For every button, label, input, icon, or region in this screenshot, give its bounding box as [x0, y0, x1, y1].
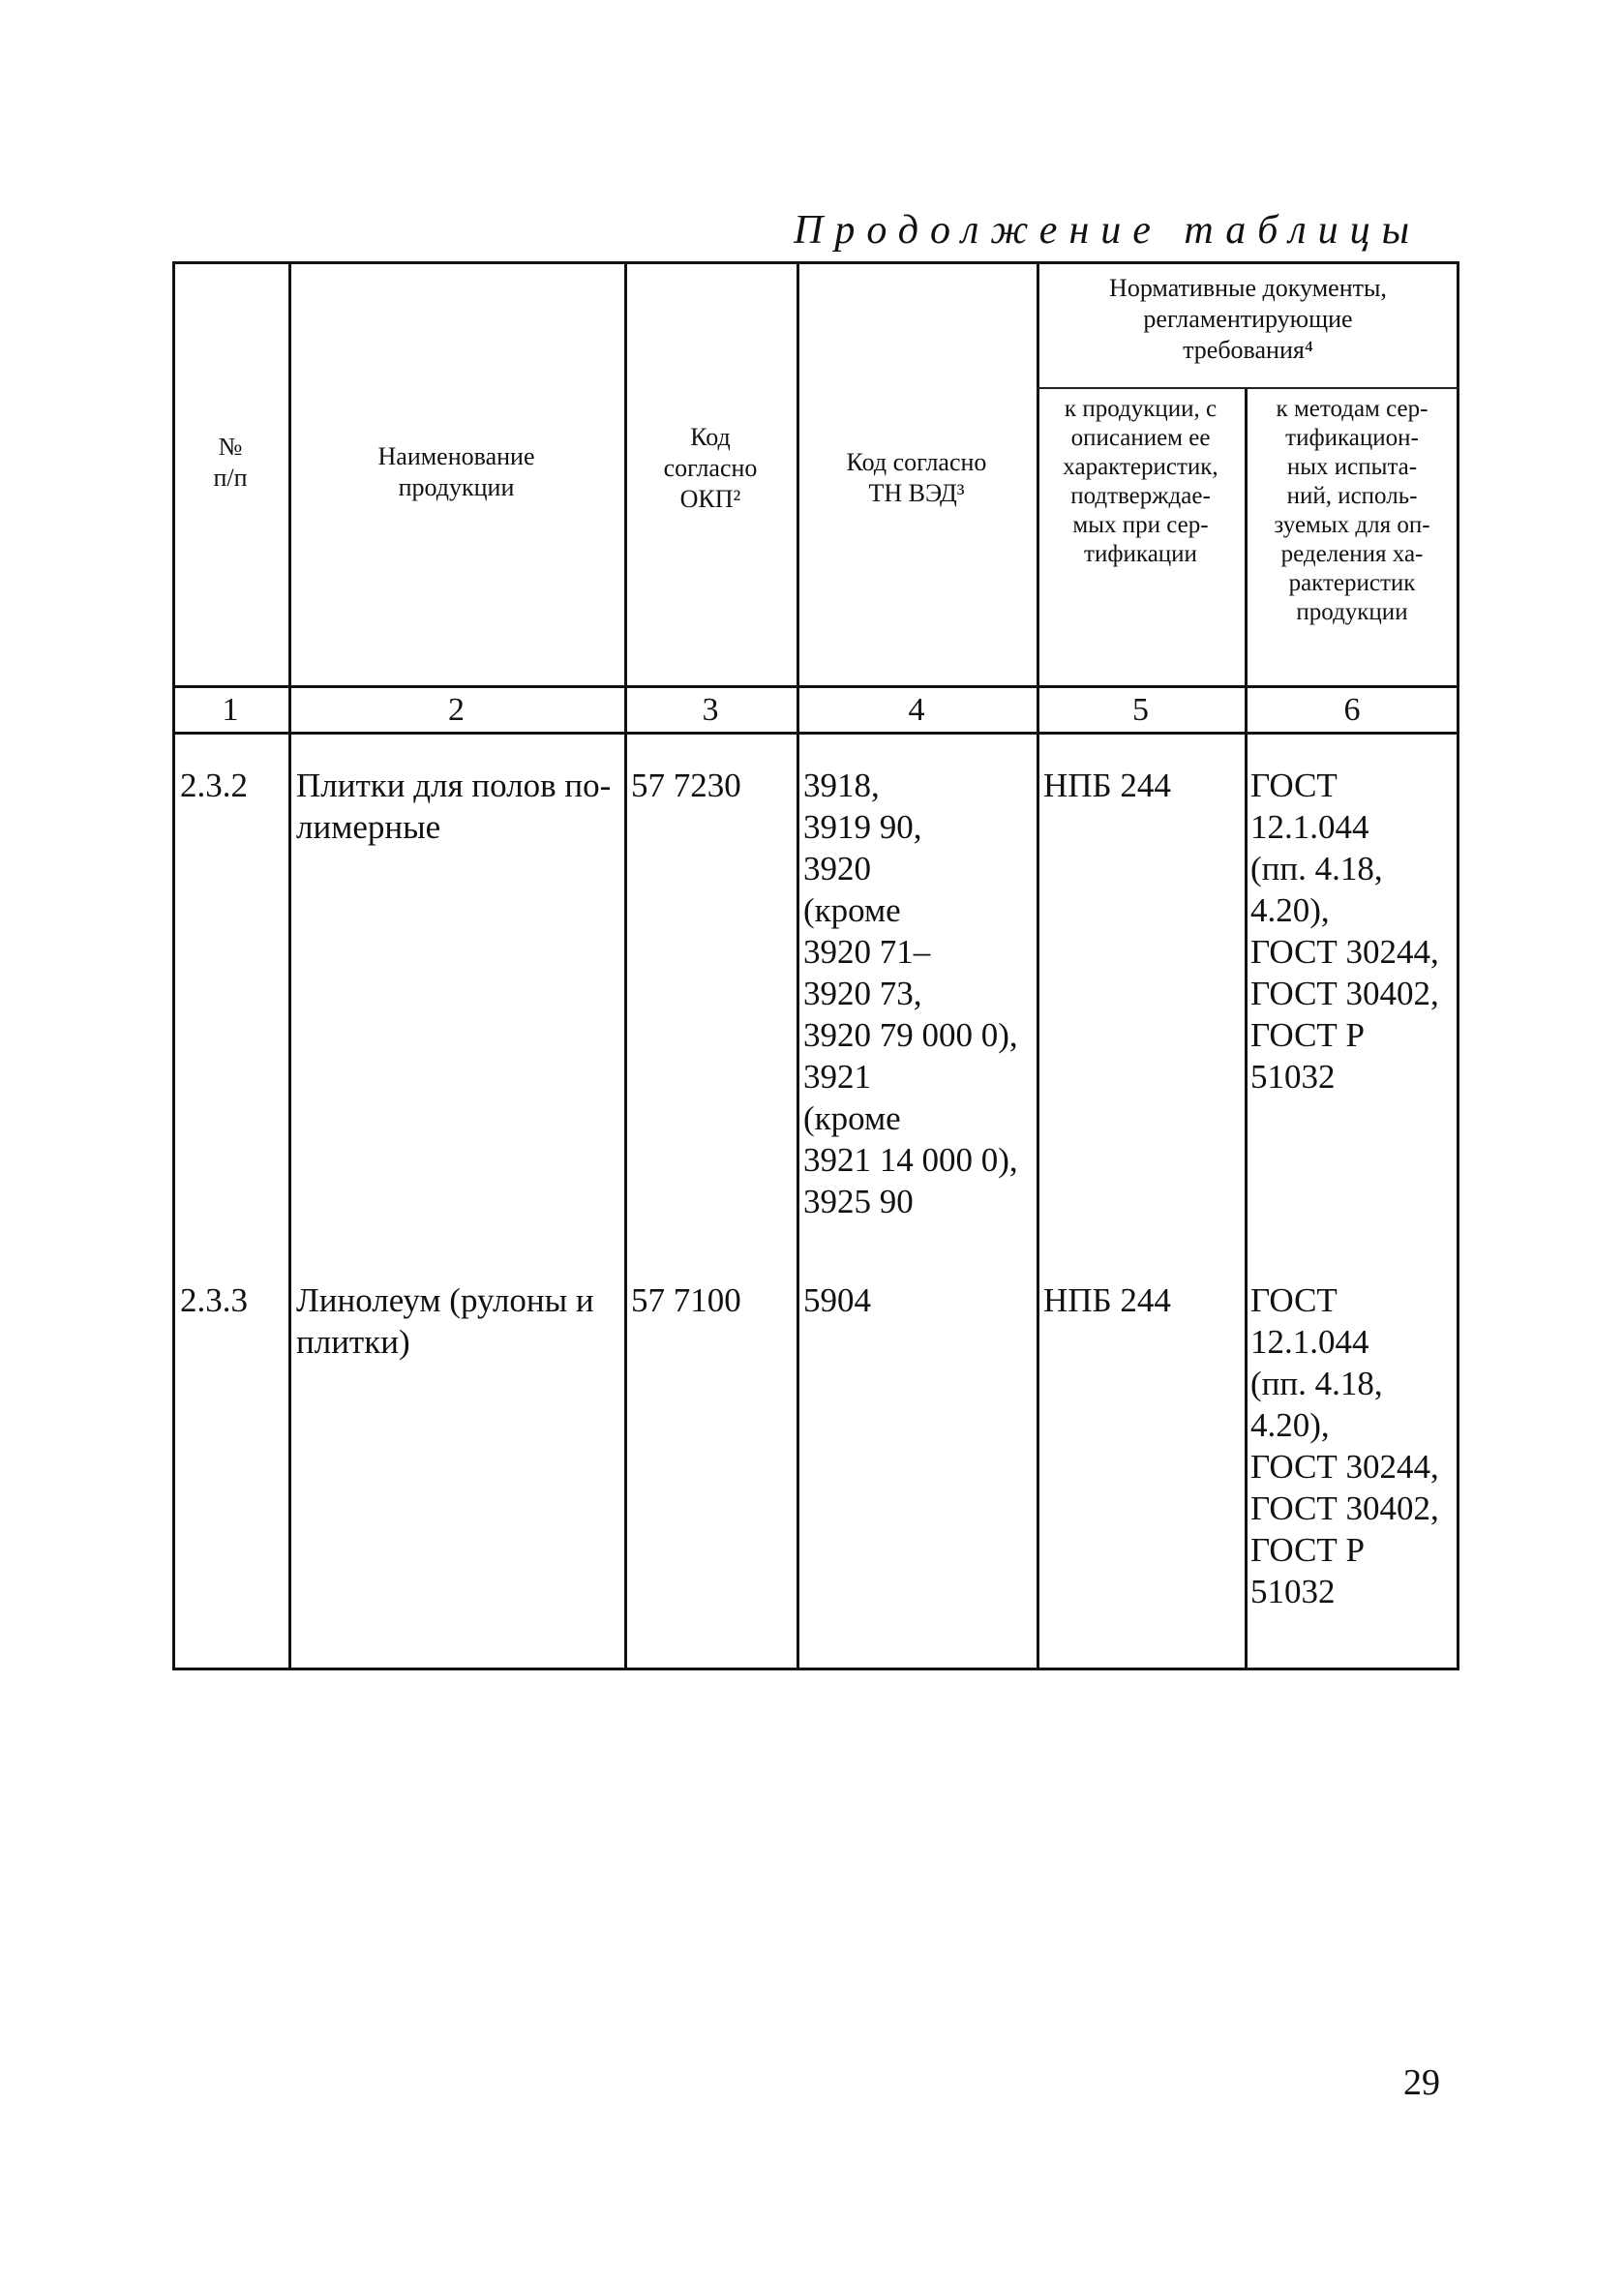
page-number: 29: [1403, 2062, 1440, 2103]
header-number: № п/п: [213, 433, 248, 492]
product-docs: НПБ 244: [1043, 767, 1171, 804]
okp-code: 57 7100: [631, 1281, 741, 1319]
table-caption: Продолжение таблицы: [794, 208, 1422, 253]
header-normative-documents: Нормативные документы, регламентирующие требования⁴: [1109, 274, 1387, 364]
certification-table: [172, 261, 1459, 1670]
header-test-methods: к методам сер- тификацион- ных испыта- ний, исполь- зуемых для оп- ределения ха- рактеристик продукции: [1274, 396, 1430, 625]
okp-code: 57 7230: [631, 767, 741, 804]
row-number: 2.3.2: [180, 767, 248, 804]
table-border-bottom: [172, 1668, 1459, 1670]
header-tnved-code: Код согласно ТН ВЭД³: [846, 448, 987, 507]
column-number: 6: [1343, 692, 1361, 728]
number-row-divider: [172, 732, 1459, 735]
table-border-top: [172, 261, 1459, 264]
tnved-codes: 5904: [803, 1281, 871, 1319]
column-number: 5: [1132, 692, 1149, 728]
row-number: 2.3.3: [180, 1281, 248, 1319]
product-name: Линолеум (рулоны и плитки): [296, 1281, 594, 1361]
product-name: Плитки для полов по- лимерные: [296, 767, 612, 846]
test-methods: ГОСТ 12.1.044 (пп. 4.18, 4.20), ГОСТ 30244, ГОСТ 30402, ГОСТ Р 51032: [1250, 1281, 1439, 1610]
test-methods: ГОСТ 12.1.044 (пп. 4.18, 4.20), ГОСТ 30244, ГОСТ 30402, ГОСТ Р 51032: [1250, 767, 1439, 1096]
header-product-docs: к продукции, с описанием ее характеристик, подтверждае- мых при сер- тификации: [1063, 396, 1218, 567]
column-number: 2: [448, 692, 465, 728]
product-docs: НПБ 244: [1043, 1281, 1171, 1319]
column-number: 4: [908, 692, 925, 728]
column-number: 3: [702, 692, 719, 728]
column-number: 1: [222, 692, 239, 728]
group-header-divider: [1037, 387, 1459, 389]
header-product-name: Наименование продукции: [377, 442, 535, 501]
header-okp-code: Код согласно ОКП²: [663, 423, 758, 513]
header-divider: [172, 685, 1459, 688]
tnved-codes: 3918, 3919 90, 3920 (кроме 3920 71– 3920 73, 3920 79 000 0), 3921 (кроме 3921 14 000 0), 3925 90: [803, 767, 1018, 1220]
